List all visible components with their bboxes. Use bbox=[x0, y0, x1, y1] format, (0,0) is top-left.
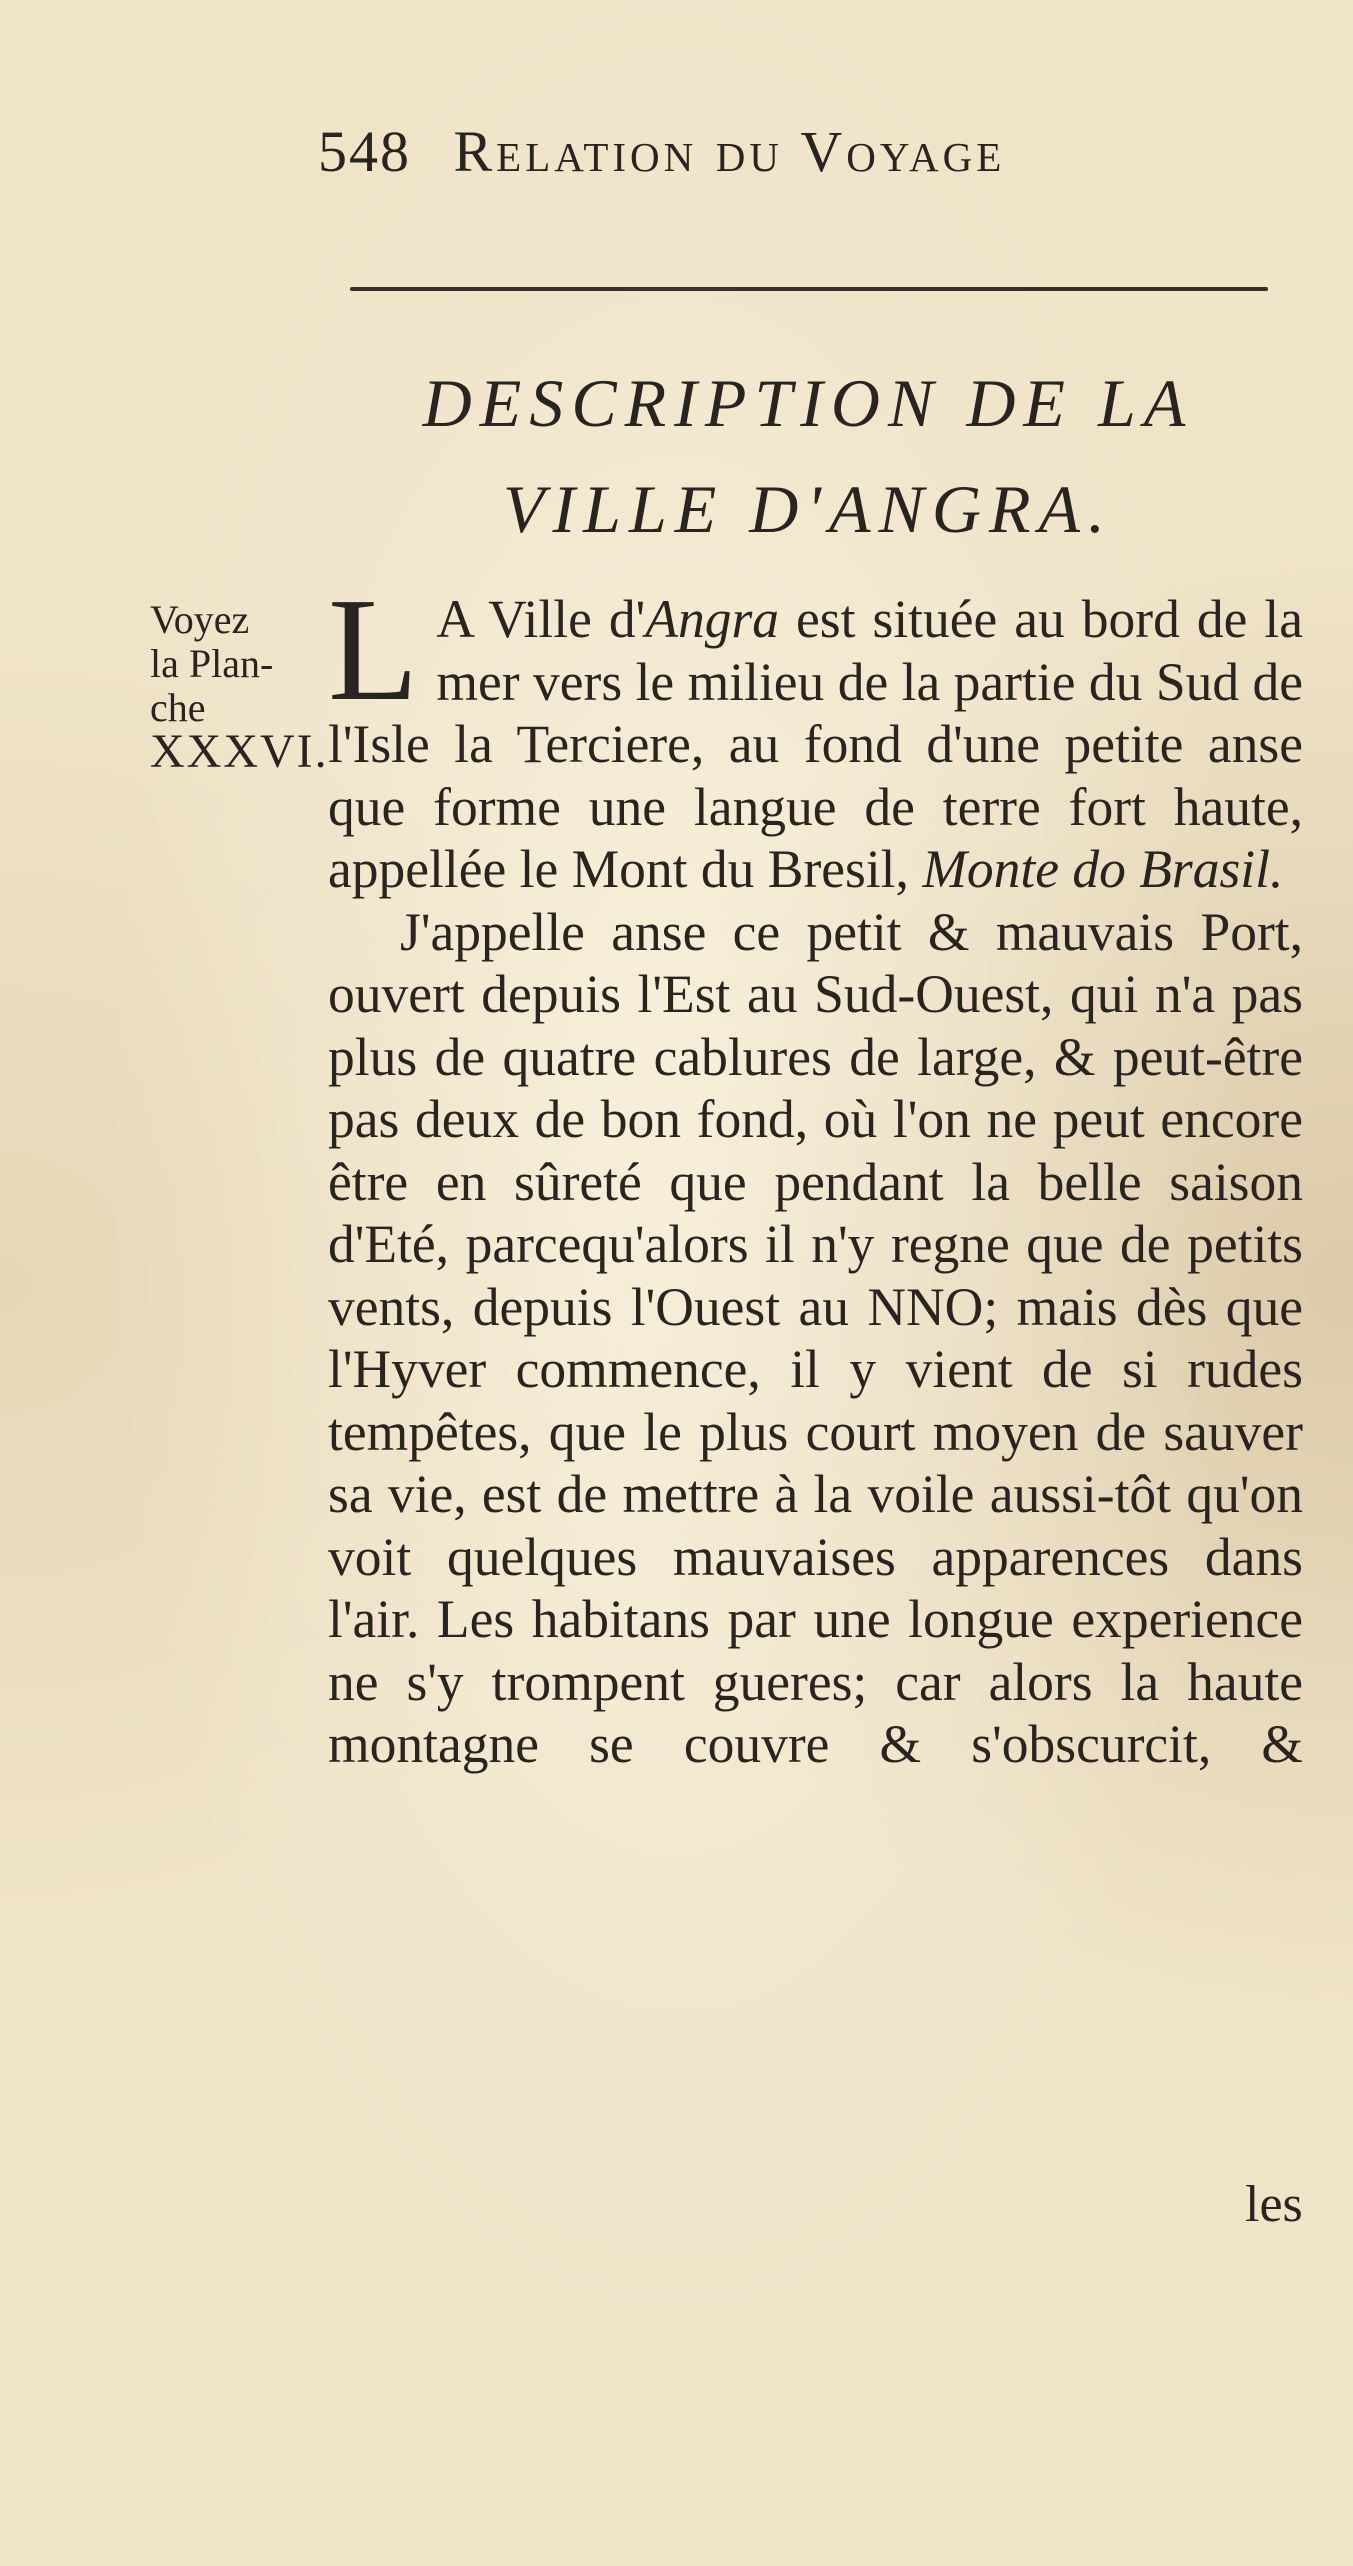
paragraph-1-text-b: est située au bord de la mer vers le milieu de la partie du Sud de l'Isle la Terciere, au fond d'une petite anse que forme une langue de terre fort haute, appellée le Mont du Bresil, bbox=[328, 589, 1303, 899]
drop-cap: L bbox=[328, 568, 419, 732]
margin-note bbox=[150, 597, 329, 778]
running-head bbox=[318, 118, 1005, 185]
section-title-line-1: DESCRIPTION DE LA bbox=[422, 365, 1194, 441]
margin-note-line-1: Voyez bbox=[150, 597, 250, 642]
running-title: Relation du Voyage bbox=[453, 119, 1006, 184]
paragraph-1-text-a: A Ville d' bbox=[436, 589, 646, 649]
catchword: les bbox=[1245, 2176, 1303, 2233]
paragraph-1 bbox=[328, 568, 1303, 901]
margin-note-line-3: che bbox=[150, 685, 206, 730]
monte-do-brasil-italic: Monte do Brasil. bbox=[922, 839, 1284, 899]
page-number: 548 bbox=[318, 119, 411, 184]
header-rule bbox=[350, 287, 1268, 291]
margin-note-line-2: la Plan- bbox=[150, 641, 274, 686]
section-title bbox=[318, 350, 1298, 562]
section-title-line-2: VILLE D'ANGRA. bbox=[502, 471, 1114, 547]
body-text bbox=[328, 568, 1303, 1776]
margin-note-line-4: XXXVI. bbox=[150, 725, 329, 778]
angra-italic: Angra bbox=[645, 589, 780, 649]
paragraph-2: J'appelle anse ce petit & mauvais Port, ouvert depuis l'Est au Sud-Ouest, qui n'a pas plus de quatre cablures de large, & peut-être pas deux de bon fond, où l'on ne peut encore être en sûreté que pendant la belle saison d'Eté, parcequ'alors il n'y regne que de petits vents, depuis l'Ouest au NNO; mais dès que l'Hyver commence, il y vient de si rudes tempêtes, que le plus court moyen de sauver sa vie, est de mettre à la voile aussi-tôt qu'on voit quelques mauvaises apparences dans l'air. Les habitans par une longue experience ne s'y trompent gueres; car alors la haute montagne se couvre & s'obscurcit, & bbox=[328, 901, 1303, 1774]
